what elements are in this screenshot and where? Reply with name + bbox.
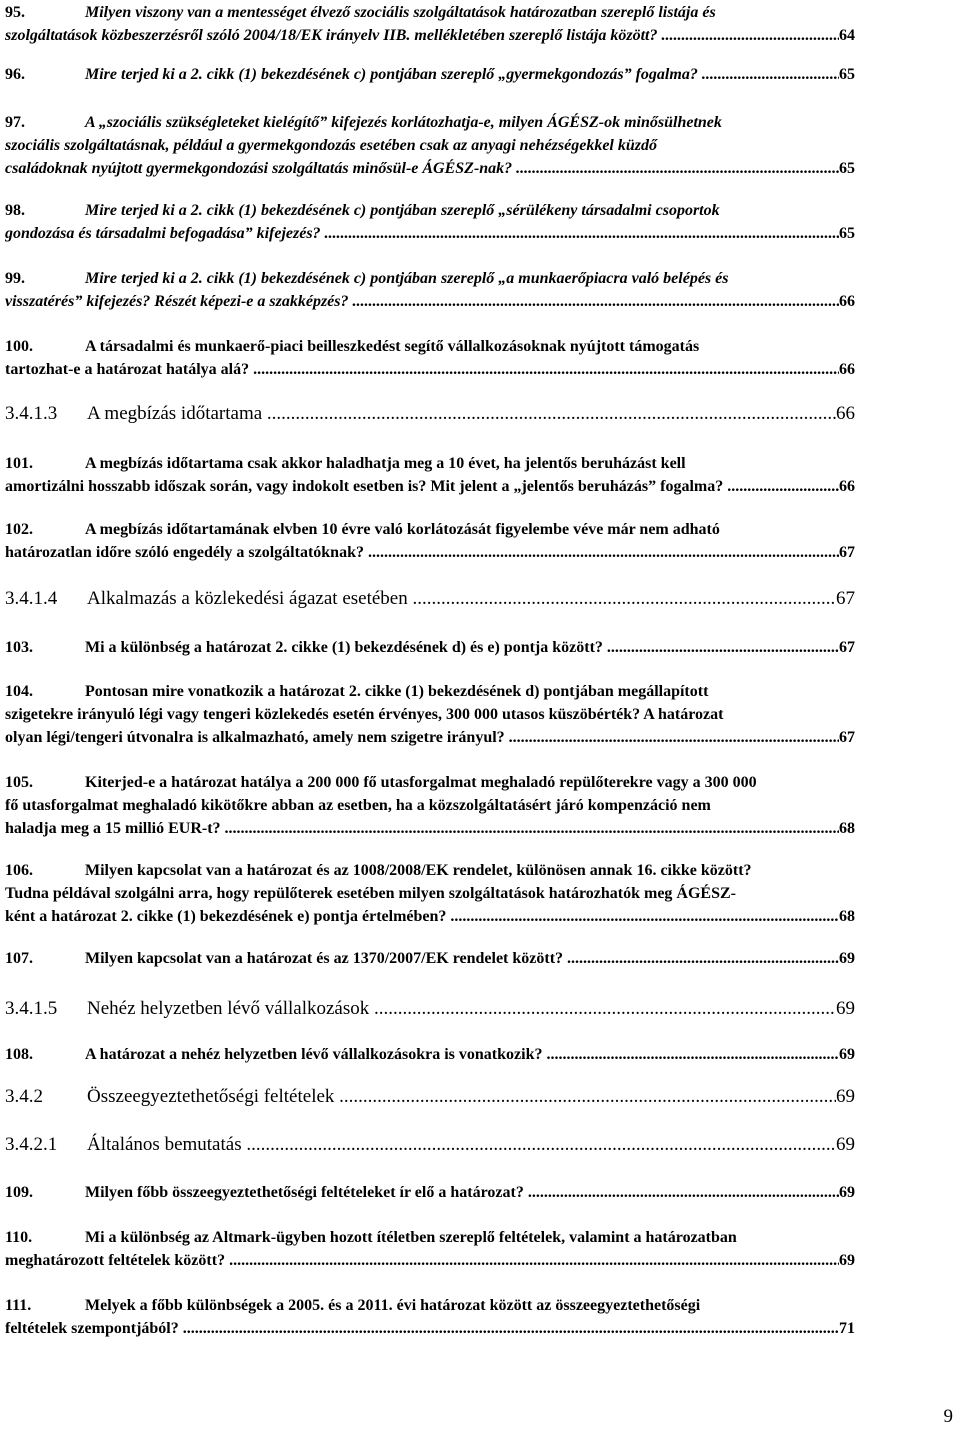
page-ref: 64 [839, 24, 855, 47]
toc-entry[interactable]: 110. Mi a különbség az Altmark-ügyben hozott ítéletben szereplő feltételek, valamint a határozatban meghatározott feltételek között? ..... 69 [5, 1226, 855, 1272]
toc-entry[interactable]: 97. A „szociális szükségleteket kielégítő” kifejezés korlátozhatja-e, milyen ÁGÉSZ-ok minősülhetnek szociális szolgáltatásnak, például a gyermekgondozás esetében csak az anyagi nehézségekkel küzdő családoknak nyújtott gyermekgondozási szolgáltatás minősül-e ÁGÉSZ-nak? ..... 65 [5, 111, 855, 180]
page-ref: 69 [836, 1084, 855, 1110]
toc-entry[interactable]: 100. A társadalmi és munkaerő-piaci beilleszkedést segítő vállalkozásoknak nyújtott támogatás tartozhat-e a határozat hatálya alá? ..... 66 [5, 335, 855, 381]
page-number: 9 [943, 1406, 953, 1427]
page-ref: 67 [839, 726, 855, 749]
toc-section-entry[interactable]: 3.4.2 Összeegyeztethetőségi feltételek ..... 69 [5, 1084, 855, 1110]
page-ref: 65 [839, 222, 855, 245]
page-ref: 65 [839, 157, 855, 180]
toc-entry[interactable]: 105. Kiterjed-e a határozat hatálya a 200 000 fő utasforgalmat meghaladó repülőterekre vagy a 300 000 fő utasforgalmat meghaladó kikötőkre abban az esetben, ha a közszolgáltatásért járó kompenzáció nem haladja meg a 15 millió EUR-t? ..... 68 [5, 771, 855, 840]
toc-section-entry[interactable]: 3.4.2.1 Általános bemutatás ..... 69 [5, 1132, 855, 1158]
toc-section-entry[interactable]: 3.4.1.4 Alkalmazás a közlekedési ágazat esetében ..... 67 [5, 586, 855, 612]
page-ref: 67 [839, 636, 855, 659]
toc-entry[interactable]: 96. Mire terjed ki a 2. cikk (1) bekezdésének c) pontjában szereplő „gyermekgondozás” fogalma? ..... 65 [5, 63, 855, 86]
page-ref: 65 [839, 63, 855, 86]
page-ref: 67 [839, 541, 855, 564]
page-ref: 68 [839, 905, 855, 928]
toc-entry[interactable]: 99. Mire terjed ki a 2. cikk (1) bekezdésének c) pontjában szereplő „a munkaerőpiacra való belépés és visszatérés” kifejezés? Részét képezi-e a szakképzés? ..... 66 [5, 267, 855, 313]
page-ref: 66 [836, 401, 855, 427]
toc-section-entry[interactable]: 3.4.1.5 Nehéz helyzetben lévő vállalkozások ..... 69 [5, 996, 855, 1022]
toc-entry[interactable]: 106. Milyen kapcsolat van a határozat és az 1008/2008/EK rendelet, különösen annak 16. cikke között? Tudna példával szolgálni arra, hogy repülőterek esetében milyen szolgáltatások határozhatók meg ÁGÉSZ- ként a határozat 2. cikke (1) bekezdésének e) pontja értelmében? ..... 68 [5, 859, 855, 928]
page-ref: 66 [839, 475, 855, 498]
page-ref: 66 [839, 358, 855, 381]
page-ref: 69 [836, 1132, 855, 1158]
page-ref: 67 [836, 586, 855, 612]
page-ref: 69 [839, 1043, 855, 1066]
toc-entry[interactable]: 103. Mi a különbség a határozat 2. cikke (1) bekezdésének d) és e) pontja között? ..... 67 [5, 636, 855, 659]
toc-entry[interactable]: 102. A megbízás időtartamának elvben 10 évre való korlátozását figyelembe véve már nem adható határozatlan időre szóló engedély a szolgáltatóknak? ..... 67 [5, 518, 855, 564]
toc-entry[interactable]: 104. Pontosan mire vonatkozik a határozat 2. cikke (1) bekezdésének d) pontjában megállapított szigetekre irányuló légi vagy tengeri közlekedés esetén érvényes, 300 000 utasos küszöbérték? A határozat olyan légi/tengeri útvonalra is alkalmazható, amely nem szigetre irányul? ..... 67 [5, 680, 855, 749]
page-ref: 69 [839, 947, 855, 970]
page-ref: 66 [839, 290, 855, 313]
page-ref: 68 [839, 817, 855, 840]
toc-section-entry[interactable]: 3.4.1.3 A megbízás időtartama ..... 66 [5, 401, 855, 427]
page-ref: 71 [839, 1317, 855, 1340]
page-ref: 69 [836, 996, 855, 1022]
toc-entry[interactable]: 98. Mire terjed ki a 2. cikk (1) bekezdésének c) pontjában szereplő „sérülékeny társadalmi csoportok gondozása és társadalmi befogadása” kifejezés? ..... 65 [5, 199, 855, 245]
toc-entry[interactable]: 101. A megbízás időtartama csak akkor haladhatja meg a 10 évet, ha jelentős beruházást kell amortizálni hosszabb időszak során, vagy indokolt esetben is? Mit jelent a „jelentős beruházás” fogalma? ..... 66 [5, 452, 855, 498]
toc-entry[interactable]: 108. A határozat a nehéz helyzetben lévő vállalkozásokra is vonatkozik? ..... 69 [5, 1043, 855, 1066]
page-ref: 69 [839, 1249, 855, 1272]
page-ref: 69 [839, 1181, 855, 1204]
toc-entry[interactable]: 109. Milyen főbb összeegyeztethetőségi feltételeket ír elő a határozat? ..... 69 [5, 1181, 855, 1204]
toc-entry[interactable]: 111. Melyek a főbb különbségek a 2005. és a 2011. évi határozat között az összeegyeztethetőségi feltételek szempontjából? ..... 71 [5, 1294, 855, 1340]
toc-entry[interactable]: 95. Milyen viszony van a mentességet élvező szociális szolgáltatások határozatban szereplő listája és szolgáltatások közbeszerzésről szóló 2004/18/EK irányelv IIB. mellékletében szereplő listája között? ..... 64 [5, 1, 855, 47]
toc-entry[interactable]: 107. Milyen kapcsolat van a határozat és az 1370/2007/EK rendelet között? ..... 69 [5, 947, 855, 970]
